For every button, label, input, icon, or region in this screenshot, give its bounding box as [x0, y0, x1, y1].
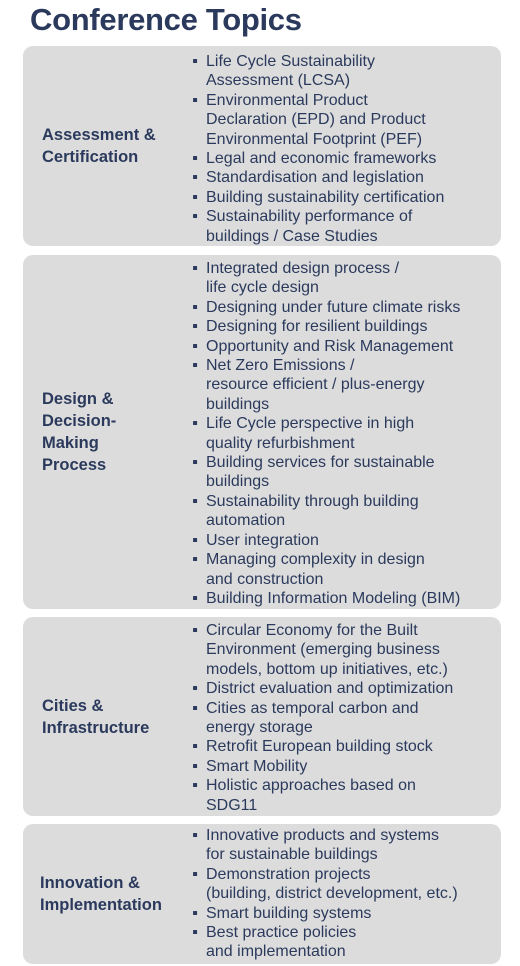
bullet-icon: ▪	[192, 531, 198, 549]
bullet-icon: ▪	[192, 865, 198, 883]
topic-item	[192, 776, 495, 815]
topic-item	[192, 168, 495, 187]
topic-item	[192, 453, 495, 492]
topic-item	[192, 757, 495, 776]
topic-item	[192, 923, 495, 962]
topic-item	[192, 52, 495, 91]
topic-item	[192, 826, 495, 865]
section-label: Design & Decision- Making Process	[42, 390, 117, 474]
topic-text: Designing under future climate risks	[206, 298, 461, 316]
bullet-icon: ▪	[192, 738, 198, 756]
bullet-icon: ▪	[192, 589, 198, 607]
topic-text: Sustainability through building automation	[206, 492, 419, 530]
section-assessment-certification	[23, 46, 501, 246]
section-innovation-implementation	[23, 824, 501, 964]
topic-text: User integration	[206, 531, 319, 549]
topic-list	[192, 259, 495, 608]
bullet-icon: ▪	[192, 924, 198, 942]
topic-text: Smart building systems	[206, 904, 372, 922]
bullet-icon: ▪	[192, 551, 198, 569]
bullet-icon: ▪	[192, 188, 198, 206]
topic-text: Designing for resilient buildings	[206, 318, 428, 336]
bullet-icon: ▪	[192, 622, 198, 639]
topic-text: Demonstration projects (building, district development, etc.)	[206, 865, 458, 903]
topic-item	[192, 91, 495, 149]
bullet-icon: ▪	[192, 827, 198, 844]
section-label: Assessment & Certification	[42, 126, 156, 166]
bullet-icon: ▪	[192, 91, 198, 109]
topic-text: Life Cycle perspective in high quality refurbishment	[206, 415, 415, 452]
topic-item	[192, 679, 495, 698]
bullet-icon: ▪	[192, 777, 198, 795]
bullet-icon: ▪	[192, 492, 198, 510]
topic-text: Circular Economy for the Built Environment (emerging business models, bottom up initiatives, etc.)	[206, 622, 448, 678]
section-label: Cities & Infrastructure	[42, 696, 150, 737]
topic-item	[192, 550, 495, 589]
topic-item	[192, 531, 495, 550]
topic-text: Smart Mobility	[206, 757, 308, 775]
page-title: Conference Topics	[30, 2, 302, 37]
topic-text: Building services for sustainable buildings	[206, 454, 435, 491]
topic-text: Standardisation and legislation	[206, 169, 424, 187]
topic-item	[192, 699, 495, 738]
topic-text: Cities as temporal carbon and energy storage	[206, 699, 419, 737]
bullet-icon: ▪	[192, 904, 198, 922]
bullet-icon: ▪	[192, 169, 198, 187]
bullet-icon: ▪	[192, 415, 198, 433]
topic-list	[192, 52, 495, 246]
topic-text: Innovative products and systems for sustainable buildings	[206, 827, 440, 864]
topic-text: Net Zero Emissions / resource efficient / plus-energy buildings	[206, 357, 425, 413]
topic-text: District evaluation and optimization	[206, 680, 454, 698]
topic-list	[192, 826, 495, 962]
topic-text: Legal and economic frameworks	[206, 150, 437, 168]
topic-item	[192, 337, 495, 356]
topic-item	[192, 188, 495, 207]
bullet-icon: ▪	[192, 150, 198, 168]
topic-text: Opportunity and Risk Management	[206, 337, 454, 355]
bullet-icon: ▪	[192, 337, 198, 355]
section-design-decision-making	[23, 255, 501, 609]
topic-item	[192, 414, 495, 453]
bullet-icon: ▪	[192, 298, 198, 316]
topic-list	[192, 621, 495, 815]
topic-text: Life Cycle Sustainability Assessment (LCSA)	[206, 53, 375, 90]
topic-text: Building sustainability certification	[206, 188, 445, 206]
topic-text: Integrated design process / life cycle design	[206, 260, 400, 297]
topic-text: Best practice policies and implementation	[206, 924, 357, 961]
topic-item	[192, 737, 495, 756]
topic-text: Sustainability performance of buildings / Case Studies	[206, 208, 413, 245]
topic-text: Managing complexity in design and construction	[206, 551, 425, 588]
bullet-icon: ▪	[192, 680, 198, 698]
topic-item	[192, 865, 495, 904]
topic-item	[192, 356, 495, 414]
bullet-icon: ▪	[192, 318, 198, 336]
topic-item	[192, 589, 495, 608]
bullet-icon: ▪	[192, 357, 198, 375]
topic-item	[192, 317, 495, 336]
topic-text: Building Information Modeling (BIM)	[206, 589, 461, 607]
topic-item	[192, 621, 495, 679]
bullet-icon: ▪	[192, 208, 198, 226]
bullet-icon: ▪	[192, 454, 198, 472]
topic-item	[192, 904, 495, 923]
topic-item	[192, 259, 495, 298]
topic-text: Environmental Product Declaration (EPD) and Product Environmental Footprint (PEF)	[206, 91, 426, 148]
topic-text: Holistic approaches based on SDG11	[206, 777, 416, 814]
bullet-icon: ▪	[192, 53, 198, 70]
topic-item	[192, 298, 495, 317]
section-cities-infrastructure	[23, 617, 501, 816]
topic-text: Retrofit European building stock	[206, 738, 433, 756]
topic-item	[192, 149, 495, 168]
section-label: Innovation & Implementation	[40, 874, 162, 914]
topic-item	[192, 207, 495, 246]
bullet-icon: ▪	[192, 699, 198, 717]
bullet-icon: ▪	[192, 260, 198, 277]
bullet-icon: ▪	[192, 757, 198, 775]
topic-item	[192, 492, 495, 531]
